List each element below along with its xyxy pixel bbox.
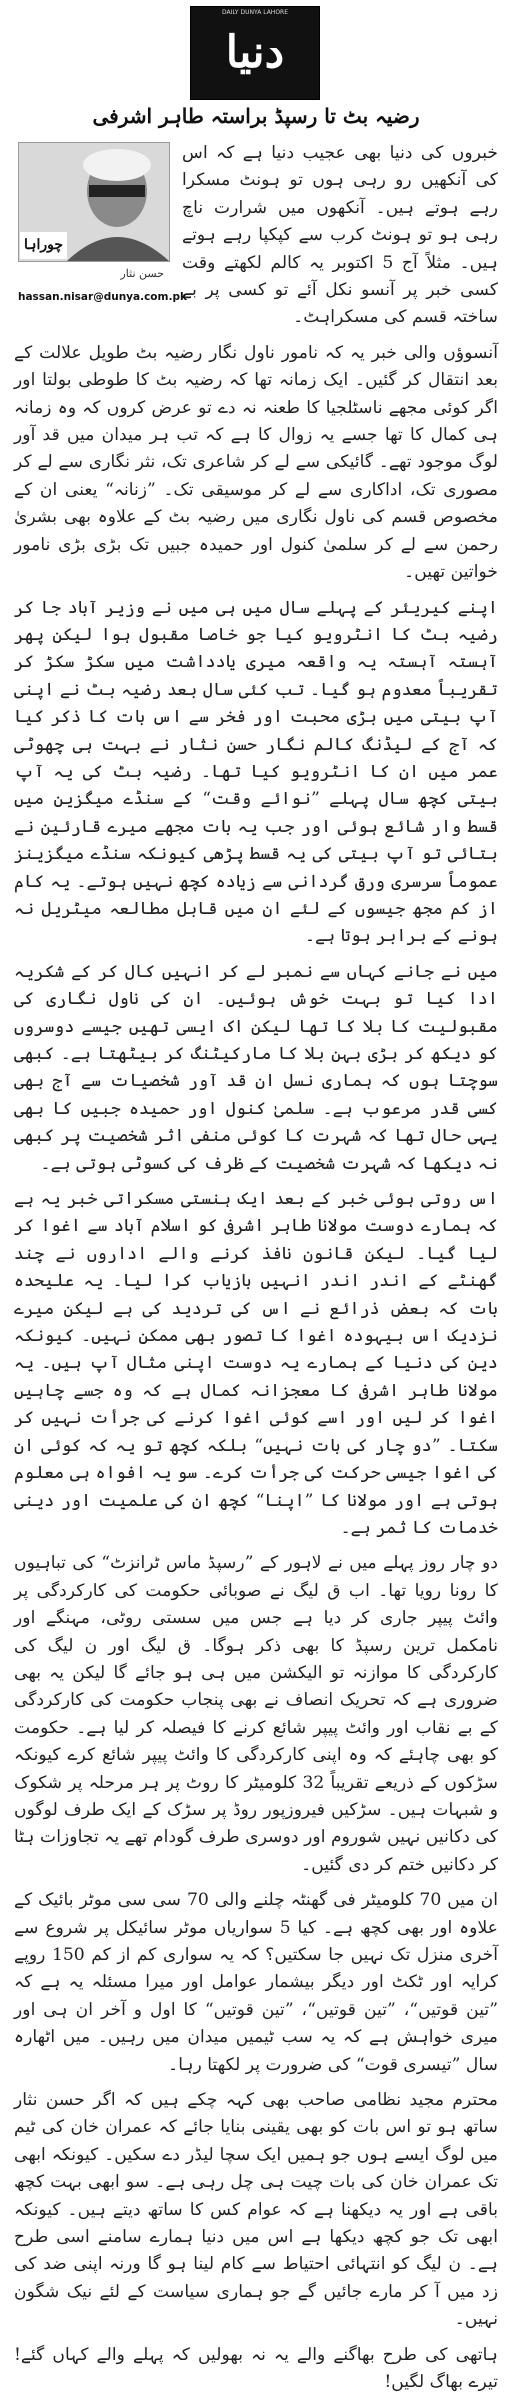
paragraph-1: خبروں کی دنیا بھی عجیب دنیا ہے کہ اس کی آنکھیں رو رہی ہوں تو ہونٹ مسکرا رہے ہوتے ہیں۔ آنکھوں میں شرارت ناچ رہی ہو تو ہونٹ کرب سے کپکپا رہے ہوتے ہیں۔ مثلاً آج 5 اکتوبر یہ کالم لکھتے وقت کسی خبر پر آنسو نکل آئے تو کسی پر بے ساختہ قسم کی مسکراہٹ۔ [182, 143, 498, 328]
author-box [14, 140, 187, 308]
logo-text: دنیا [225, 27, 285, 78]
masthead [0, 0, 512, 104]
author-name: حسن نثار [120, 267, 164, 280]
paragraph-7: ان میں 70 کلومیٹر فی گھنٹہ چلنے والی 70 سی سی موٹر بائیک کے علاوہ اور بھی کچھ ہے۔ کیا 5 سواریاں موٹر سائیکل پر شروع سے آخری منزل تک نہیں جا سکتیں؟ کہ یہ سواری کم از کم 150 روپے کرایہ اور ٹکٹ اور دیگر بیشمار عوامل اور میرا مسئلہ یہ ہے کہ ”تین قوتیں“، ”تین قوتیں“، ”تین قوتیں“ کا اول و آخر ان ہی اور میری خواہش ہے کہ یہ سب ٹیمیں میدان میں رہیں۔ میں اٹھارہ سال ”تیسری قوت“ کی ضرورت پر لکھتا رہا۔ [14, 1890, 498, 2075]
paragraph-6: دو چار روز پہلے میں نے لاہور کے ”رسپڈ ماس ٹرانزٹ“ کی تباہیوں کا رونا رویا تھا۔ اب ق لیگ نے صوبائی حکومت کی کارکردگی پر وائٹ پیپر جاری کر دیا ہے جس میں سستی روٹی، مہنگے اور نامکمل ترین رسپڈ کا بھی ذکر ہوگا۔ ق لیگ اور ن لیگ کی کارکردگی کا موازنہ تو الیکشن میں ہی ہو جائے گا لیکن یہ بھی ضروری ہے کہ تحریک انصاف نے بھی پنجاب حکومت کی کارکردگی کے بے نقاب اور وائٹ پیپر شائع کرنے کا فیصلہ کر لیا ہے۔ حکومت کو بھی چاہئے کہ وہ اپنی کارکردگی کا وائٹ پیپر شائع کرے کیونکہ سڑکوں کے ذریعے تقریباً 32 کلومیٹر کا روٹ پر ہر مرحلہ پر شکوک و شبہات ہیں۔ سڑکیں فیروزپور روڈ پر سڑک کے ایک طرف لوگوں کی دکانیں نہیں شوروم اور دوسری طرف گودام تھے یہ تجاوزات ہٹا کر دکانیں ختم کر دی گئیں۔ [14, 1553, 498, 1875]
paragraph-9: ہاتھی کی طرح بھاگنے والے یہ نہ بھولیں کہ پہلے والے کہاں گئے! تیرے بھاگ لگیں! [14, 2344, 498, 2393]
article-body [14, 140, 498, 2393]
newspaper-logo [190, 6, 320, 100]
author-email: hassan.nisar@dunya.com.pk [18, 291, 187, 303]
paragraph-8: محترم مجید نظامی صاحب بھی کہہ چکے ہیں کہ اگر حسن نثار ساتھ ہو تو اس بات کو بھی یقینی بنایا جائے کہ عمران خان کی ٹیم میں لوگ ایسے ہوں جو ہمیں ایک سچا لیڈر دے سکیں۔ کیونکہ ابھی تک عمران خان کی بات چیت ہی چل رہی ہے۔ سو ابھی بہت کچھ باقی ہے اور یہ دیکھنا ہے کہ عوام کس کا ساتھ دیتے ہیں۔ کیونکہ ابھی تک جو کچھ دیکھا ہے اس میں دنیا ہمارے سامنے اسی طرح ہے۔ ن لیگ کو انتہائی احتیاط سے کام لینا ہو گا ورنہ اپنی ضد کی زد میں آ کر مارے جائیں گے جو ہماری سیاست کے لئے نیک شگون نہیں۔ [14, 2090, 498, 2330]
logo-tagline: DAILY DUNYA LAHORE [222, 9, 288, 16]
column-name: چوراہا [20, 232, 67, 259]
paragraph-4: میں نے جانے کہاں سے نمبر لے کر انہیں کال کر کے شکریہ ادا کیا تو بہت خوش ہوئیں۔ ان کی ناول نگاری کی مقبولیت کا بلا کا تھا لیکن اک ایسی تھیں جیسے دوسروں کو دیکھ کر بڑی بہن بلا کا مارکیٹنگ کر بیٹھتا ہے۔ کبھی سوچتا ہوں کہ ہماری نسل ان قد آور شخصیات سے آج بھی کسی قدر مرعوب ہے۔ سلمیٰ کنول اور حمیدہ جبیں کا بھی یہی حال تھا کہ شہرت کا کوئی منفی اثر شخصیت پر کبھی نہ دیکھا کہ شہرت شخصیت کے ظرف کی کسوٹی ہوتی ہے۔ [14, 961, 498, 1174]
paragraph-5: اس روتی ہوئی خبر کے بعد ایک ہنستی مسکراتی خبر یہ ہے کہ ہمارے دوست مولانا طاہر اشرفی کو اسلام آباد سے اغوا کر لیا گیا۔ لیکن قانون نافذ کرنے والے اداروں نے چند گھنٹے کے اندر اندر انہیں بازیاب کرا لیا۔ یہ علیحدہ بات کہ بعض ذرائع نے اس کی تردید کی ہے لیکن میرے نزدیک اس بیہودہ اغوا کا تصور بھی ممکن نہیں۔ کیونکہ دین کی دنیا کے ہمارے یہ دوست اپنی مثال آپ ہیں۔ یہ مولانا طاہر اشرفی کا معجزانہ کمال ہے کہ وہ جسے چاہیں اغوا کر لیں اور اسے کوئی اغوا کرنے کی جرأت نہیں کر سکتا۔ ”دو چار کی بات نہیں“ بلکہ کچھ تو یہ کہ کوئی ان کی اغوا جیسی حرکت کی جرأت کرے۔ سو یہ افواہ ہی معلوم ہوتی ہے اور مولانا کا ”اپنا“ کچھ ان کی علمیت اور دینی خدمات کا ثمر ہے۔ [14, 1189, 498, 1538]
article-headline: رضیہ بٹ تا رسپڈ براستہ طاہر اشرفی [92, 104, 420, 128]
paragraph-2: آنسوؤں والی خبر یہ کہ نامور ناول نگار رضیہ بٹ طویل علالت کے بعد انتقال کر گئیں۔ ایک زمانہ تھا کہ رضیہ بٹ کا طوطی بولتا اور اگر کوئی مجھے ناسٹلجیا کا طعنہ نہ دے تو عرض کروں کہ وہ زمانہ ہی کمال کا تھا جسے یہ زوال کا ہے کہ تب ہر میدان میں قد آور لوگ موجود تھے۔ گائیکی سے لے کر شاعری تک، نثر نگاری سے لے کر مصوری تک، اداکاری سے لے کر موسیقی تک۔ ”زنانہ“ یعنی ان کے مخصوص قسم کی ناول نگاری میں رضیہ بٹ کے علاوہ بھی بشریٰ رحمن سے لے کر سلمیٰ کنول اور حمیدہ جبیں تک بڑی بڑی نامور خواتین تھیں۔ [14, 342, 498, 583]
paragraph-3: اپنے کیریئر کے پہلے سال میں ہی میں نے وزیر آباد جا کر رضیہ بٹ کا انٹرویو کیا جو خاصا مقبول ہوا لیکن پھر آہستہ آہستہ یہ واقعہ میری یادداشت میں سکڑ سکڑ کر تقریباً معدوم ہو گیا۔ تب کئی سال بعد رضیہ بٹ نے اپنی آپ بیتی میں بڑی محبت اور فخر سے اس بات کا ذکر کیا کہ آج کے لیڈنگ کالم نگار حسن نثار نے بہت ہی چھوٹی عمر میں ان کا انٹرویو کیا تھا۔ رضیہ بٹ کی یہ آپ بیتی کچھ سال پہلے ”نوائے وقت“ کے سنڈے میگزین میں قسط وار شائع ہوئی اور جب یہ بات مجھے میرے قارئین نے بتائی تو آپ بیتی کی یہ قسط پڑھی کیونکہ سنڈے میگزینز عموماً سرسری ورق گردانی سے زیادہ کچھ نہیں ہوتے۔ یہ کام از کم مجھ جیسوں کے لئے ان میں قابل مطالعہ میٹریل نہ ہونے کے برابر ہوتا ہے۔ [14, 597, 498, 947]
